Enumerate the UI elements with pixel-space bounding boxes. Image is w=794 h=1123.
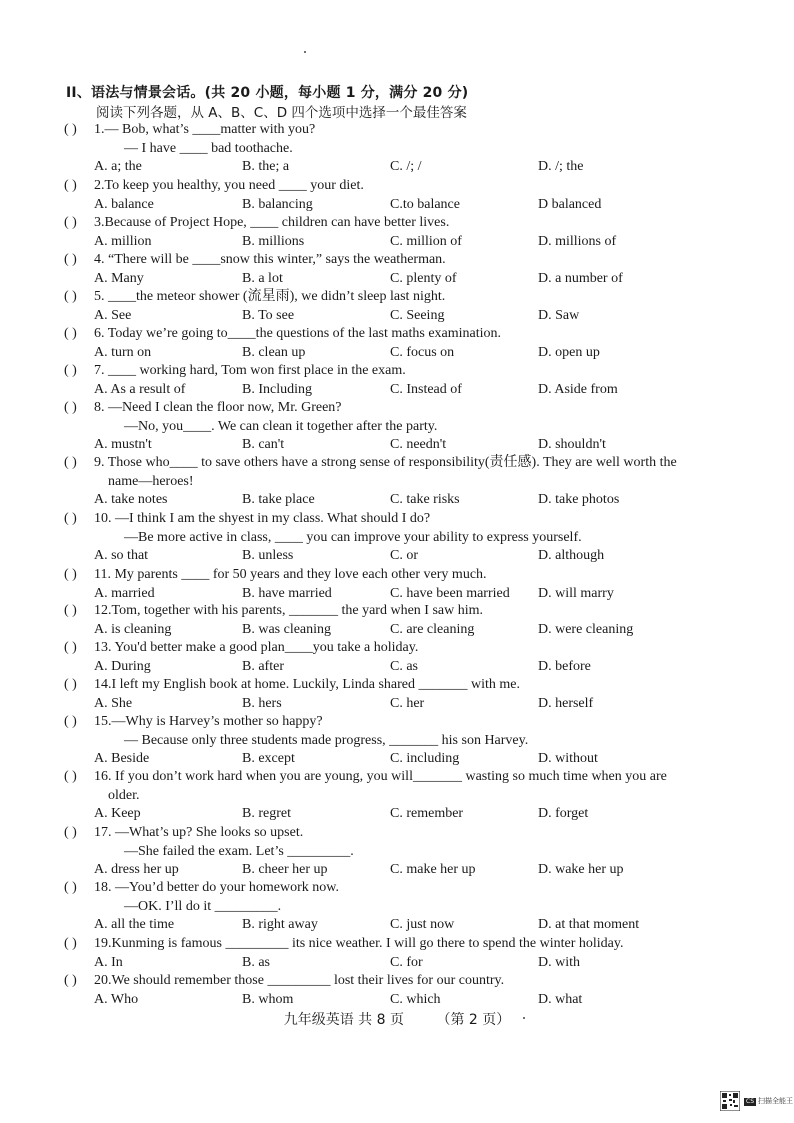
option-row: [64, 750, 764, 769]
question-stem: [64, 177, 764, 196]
question-stem: [64, 566, 764, 585]
question-12: [64, 602, 764, 639]
option-a[interactable]: A. take notes: [94, 492, 168, 507]
option-a[interactable]: A. mustn't: [94, 437, 152, 452]
dialogue-line: —OK. I’ll do it _________.: [124, 898, 282, 914]
question-8: [64, 399, 764, 455]
option-c[interactable]: C. just now: [390, 917, 455, 932]
question-16: [64, 768, 764, 824]
option-c[interactable]: C. or: [390, 548, 418, 563]
question-stem: [64, 121, 764, 140]
question-17: [64, 824, 764, 880]
option-d[interactable]: D. forget: [538, 806, 589, 821]
question-stem: [64, 879, 764, 898]
option-c[interactable]: C. including: [390, 751, 460, 766]
question-text: 17. —What’s up? She looks so upset.: [94, 825, 304, 840]
answer-blank[interactable]: ( ): [64, 326, 77, 341]
option-row: [64, 916, 764, 935]
question-stem: [64, 935, 764, 954]
option-c[interactable]: C. take risks: [390, 492, 460, 507]
option-a[interactable]: A. is cleaning: [94, 621, 172, 637]
question-18: [64, 879, 764, 935]
answer-blank[interactable]: ( ): [64, 936, 77, 951]
option-a[interactable]: A. all the time: [94, 917, 175, 932]
dialogue-line: — I have ____ bad toothache.: [124, 140, 293, 156]
option-d[interactable]: D. before: [538, 658, 591, 674]
qr-code-icon: [720, 1091, 740, 1111]
option-row: [64, 233, 764, 252]
option-row: [64, 621, 764, 640]
option-c[interactable]: C.to balance: [390, 196, 460, 212]
question-text: 16. If you don’t work hard when you are young, you will_______ wasting so much time when you are: [94, 769, 667, 784]
question-text: 19.Kunming is famous _________ its nice weather. I will go there to spend the winter holiday.: [94, 936, 624, 951]
option-b[interactable]: B. hers: [242, 695, 282, 711]
answer-blank[interactable]: ( ): [64, 567, 77, 582]
question-stem: [64, 824, 764, 843]
answer-blank[interactable]: ( ): [64, 677, 77, 692]
answer-blank[interactable]: ( ): [64, 825, 77, 840]
question-stem: [64, 399, 764, 418]
footer-subject: 九年级英语 共 8 页: [283, 1012, 404, 1028]
question-9: [64, 454, 764, 510]
option-a[interactable]: A. Who: [94, 991, 139, 1007]
option-d[interactable]: D. shouldn't: [538, 437, 606, 452]
option-d[interactable]: D. a number of: [538, 270, 623, 286]
option-c[interactable]: C. needn't: [390, 437, 447, 452]
option-row: [64, 381, 764, 400]
option-a[interactable]: A. As a result of: [94, 381, 186, 397]
question-text: 2.To keep you healthy, you need ____ your diet.: [94, 178, 364, 193]
watermark-text: [744, 1097, 793, 1106]
question-4: [64, 251, 764, 288]
option-d[interactable]: D. /; the: [538, 159, 584, 174]
option-b[interactable]: B. take place: [242, 492, 315, 507]
question-1: [64, 121, 764, 177]
option-d[interactable]: D. with: [538, 954, 580, 970]
option-row: [64, 436, 764, 455]
question-stem: [64, 288, 764, 307]
option-row: [64, 861, 764, 880]
answer-blank[interactable]: ( ): [64, 178, 77, 193]
option-a[interactable]: A. so that: [94, 548, 149, 563]
answer-blank[interactable]: ( ): [64, 714, 77, 729]
option-row: [64, 585, 764, 604]
answer-blank[interactable]: ( ): [64, 640, 77, 655]
option-c[interactable]: C. focus on: [390, 344, 455, 360]
scanner-watermark: [720, 1091, 793, 1111]
option-a[interactable]: A. married: [94, 585, 155, 601]
question-text: 3.Because of Project Hope, ____ children can have better lives.: [94, 215, 450, 230]
question-stem: [64, 972, 764, 991]
question-7: [64, 362, 764, 399]
option-row: [64, 991, 764, 1010]
option-b[interactable]: B. the; a: [242, 159, 290, 174]
question-10: [64, 510, 764, 566]
question-stem: [64, 510, 764, 529]
question-text: 4. “There will be ____snow this winter,” says the weatherman.: [94, 252, 446, 267]
option-b[interactable]: B. regret: [242, 806, 291, 821]
option-a[interactable]: A. balance: [94, 196, 154, 212]
option-a[interactable]: A. turn on: [94, 344, 152, 360]
option-a[interactable]: A. million: [94, 233, 152, 249]
option-row: [64, 307, 764, 326]
answer-blank[interactable]: ( ): [64, 400, 77, 415]
section-instruction: 阅读下列各题，从 A、B、C、D 四个选项中选择一个最佳答案: [96, 105, 467, 121]
answer-blank[interactable]: ( ): [64, 769, 77, 784]
answer-blank[interactable]: ( ): [64, 880, 77, 895]
question-text: 10. —I think I am the shyest in my class. What should I do?: [94, 511, 431, 526]
option-b[interactable]: B. right away: [242, 917, 318, 932]
option-c[interactable]: C. her: [390, 695, 425, 711]
option-row: [64, 954, 764, 973]
option-b[interactable]: B. cheer her up: [242, 862, 328, 877]
option-a[interactable]: A. Keep: [94, 806, 141, 821]
option-b[interactable]: B. except: [242, 751, 295, 766]
question-3: [64, 214, 764, 251]
option-a[interactable]: A. a; the: [94, 159, 142, 174]
question-2: [64, 177, 764, 214]
option-b[interactable]: B. as: [242, 954, 270, 970]
option-d[interactable]: D. what: [538, 991, 583, 1007]
question-text: 5. ____the meteor shower (流星雨), we didn’t sleep last night.: [94, 289, 446, 304]
question-stem: [64, 214, 764, 233]
question-text: 14.I left my English book at home. Luckily, Linda shared _______ with me.: [94, 677, 521, 692]
question-text: 8. —Need I clean the floor now, Mr. Green?: [94, 400, 342, 415]
dialogue-line: —She failed the exam. Let’s _________.: [124, 843, 354, 859]
answer-blank[interactable]: ( ): [64, 511, 77, 526]
option-b[interactable]: B. a lot: [242, 270, 283, 286]
question-text-continued: older.: [108, 787, 140, 803]
dialogue-line: —No, you____. We can clean it together after the party.: [124, 418, 438, 434]
option-b[interactable]: B. whom: [242, 991, 294, 1007]
option-d[interactable]: D. without: [538, 751, 598, 766]
page-footer: [0, 1009, 794, 1029]
question-stem: [64, 325, 764, 344]
question-text: 6. Today we’re going to____the questions of the last maths examination.: [94, 326, 502, 341]
option-b[interactable]: B. can't: [242, 437, 285, 452]
option-c[interactable]: C. plenty of: [390, 270, 457, 286]
option-a[interactable]: A. Many: [94, 270, 144, 286]
option-row: [64, 547, 764, 566]
question-text: 1.— Bob, what’s ____matter with you?: [94, 122, 316, 137]
question-text: 15.—Why is Harvey’s mother so happy?: [94, 714, 323, 729]
question-13: [64, 639, 764, 676]
option-row: [64, 658, 764, 677]
question-stem: [64, 251, 764, 270]
question-text: 9. Those who____ to save others have a strong sense of responsibility(责任感). They are well worth the: [94, 455, 677, 470]
answer-blank[interactable]: ( ): [64, 455, 77, 470]
option-d[interactable]: D. Aside from: [538, 381, 618, 397]
option-c[interactable]: C. which: [390, 991, 441, 1007]
option-row: [64, 196, 764, 215]
question-11: [64, 566, 764, 603]
question-text: 13. You'd better make a good plan____you take a holiday.: [94, 640, 419, 655]
answer-blank[interactable]: ( ): [64, 603, 77, 618]
option-b[interactable]: B. balancing: [242, 196, 313, 212]
option-a[interactable]: A. Beside: [94, 751, 150, 766]
option-row: [64, 491, 764, 510]
option-b[interactable]: B. unless: [242, 548, 294, 563]
option-d[interactable]: D. millions of: [538, 233, 617, 249]
question-20: [64, 972, 764, 1009]
question-text: 18. —You’d better do your homework now.: [94, 880, 339, 895]
answer-blank[interactable]: ( ): [64, 289, 77, 304]
question-text: 12.Tom, together with his parents, _______ the yard when I saw him.: [94, 603, 484, 618]
question-19: [64, 935, 764, 972]
option-a[interactable]: A. dress her up: [94, 862, 179, 877]
option-row: [64, 158, 764, 177]
question-14: [64, 676, 764, 713]
option-d[interactable]: D. Saw: [538, 307, 580, 323]
answer-blank[interactable]: ( ): [64, 363, 77, 378]
option-a[interactable]: A. In: [94, 954, 123, 970]
cs-logo: CS: [746, 1097, 754, 1105]
option-c[interactable]: C. remember: [390, 806, 464, 821]
question-stem: [64, 676, 764, 695]
option-c[interactable]: C. as: [390, 658, 418, 674]
option-b[interactable]: B. millions: [242, 233, 305, 249]
option-d[interactable]: D. open up: [538, 344, 600, 360]
option-row: [64, 695, 764, 714]
option-b[interactable]: B. have married: [242, 585, 332, 601]
option-row: [64, 805, 764, 824]
dialogue-line: — Because only three students made progress, _______ his son Harvey.: [124, 732, 529, 748]
answer-blank[interactable]: ( ): [64, 122, 77, 137]
answer-blank[interactable]: ( ): [64, 215, 77, 230]
option-a[interactable]: A. She: [94, 695, 133, 711]
option-d[interactable]: D. take photos: [538, 492, 620, 507]
option-b[interactable]: B. To see: [242, 307, 295, 323]
option-b[interactable]: B. was cleaning: [242, 621, 332, 637]
option-c[interactable]: C. make her up: [390, 862, 476, 877]
option-b[interactable]: B. Including: [242, 381, 312, 397]
option-c[interactable]: C. have been married: [390, 585, 510, 601]
option-d[interactable]: D. herself: [538, 695, 594, 711]
option-c[interactable]: C. for: [390, 954, 423, 970]
question-stem: [64, 713, 764, 732]
scan-speck: [304, 51, 306, 53]
option-b[interactable]: B. clean up: [242, 344, 306, 360]
option-d[interactable]: D. will marry: [538, 585, 614, 601]
option-d[interactable]: D. although: [538, 548, 605, 563]
answer-blank[interactable]: ( ): [64, 973, 77, 988]
option-c[interactable]: C. /; /: [390, 159, 422, 174]
footer-page-number: （第 2 页）: [436, 1012, 511, 1028]
answer-blank[interactable]: ( ): [64, 252, 77, 267]
option-d[interactable]: D. wake her up: [538, 862, 624, 877]
question-5: [64, 288, 764, 325]
question-6: [64, 325, 764, 362]
question-15: [64, 713, 764, 769]
question-stem: [64, 454, 764, 473]
question-stem: [64, 768, 764, 787]
option-row: [64, 270, 764, 289]
option-c[interactable]: C. Seeing: [390, 307, 445, 323]
question-stem: [64, 602, 764, 621]
option-c[interactable]: C. are cleaning: [390, 621, 475, 637]
dialogue-line: —Be more active in class, ____ you can improve your ability to express yourself.: [124, 529, 582, 545]
option-a[interactable]: A. During: [94, 658, 151, 674]
option-c[interactable]: C. million of: [390, 233, 462, 249]
watermark-label: 扫描全能王: [758, 1096, 793, 1105]
question-text-continued: name—heroes!: [108, 473, 194, 489]
option-d[interactable]: D. were cleaning: [538, 621, 634, 637]
question-text: 20.We should remember those _________ lost their lives for our country.: [94, 973, 505, 988]
question-text: 7. ____ working hard, Tom won first place in the exam.: [94, 363, 406, 378]
question-text: 11. My parents ____ for 50 years and they love each other very much.: [94, 567, 487, 582]
option-d[interactable]: D. at that moment: [538, 917, 640, 932]
question-stem: [64, 362, 764, 381]
option-row: [64, 344, 764, 363]
option-d[interactable]: D balanced: [538, 196, 602, 212]
question-stem: [64, 639, 764, 658]
option-b[interactable]: B. after: [242, 658, 284, 674]
section-heading: II、语法与情景会话。(共 20 小题，每小题 1 分，满分 20 分): [66, 85, 469, 101]
option-a[interactable]: A. See: [94, 307, 132, 323]
option-c[interactable]: C. Instead of: [390, 381, 462, 397]
